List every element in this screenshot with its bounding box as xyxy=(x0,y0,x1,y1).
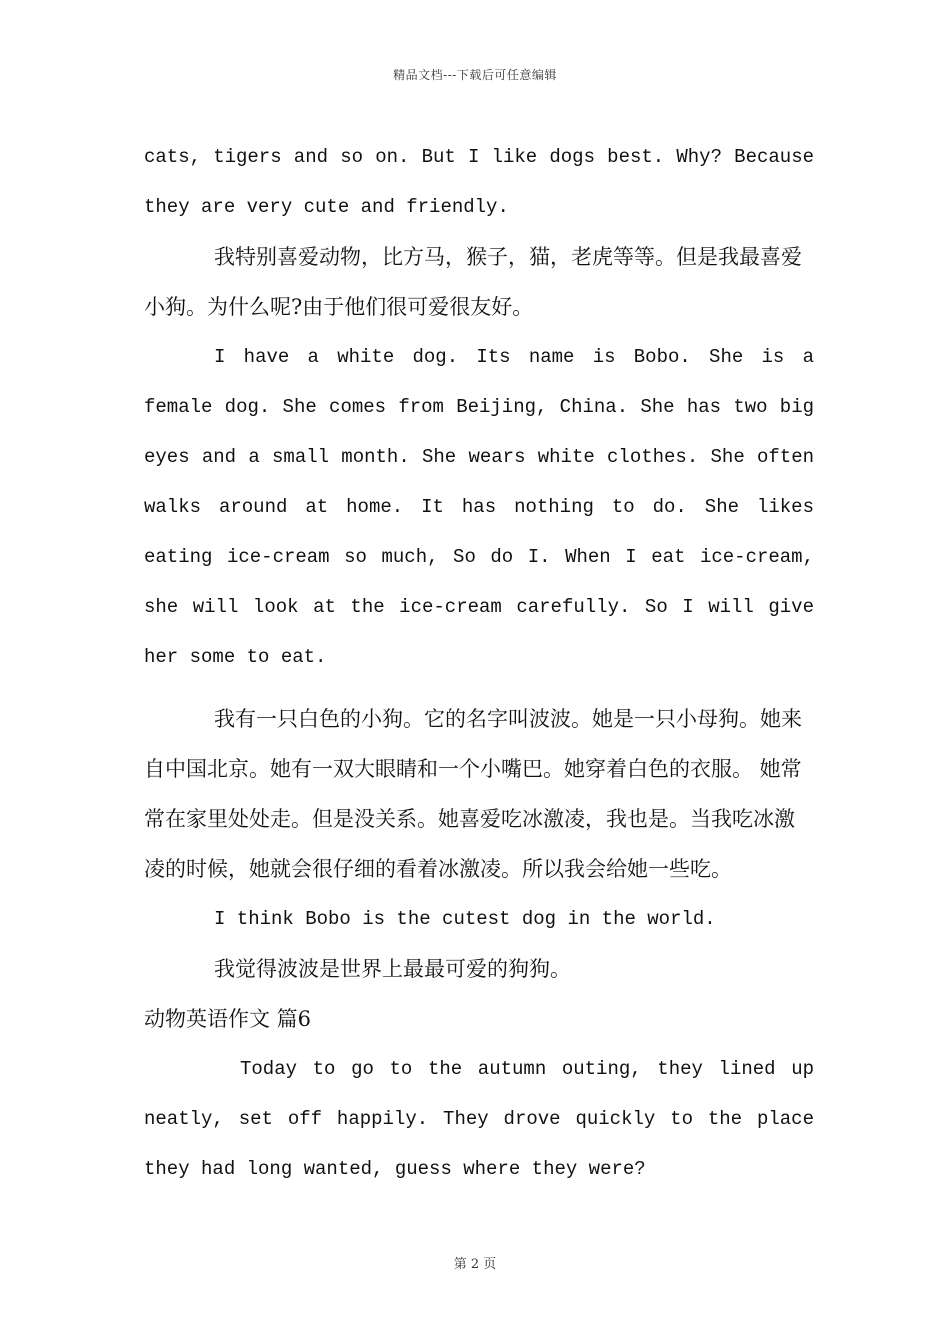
page-number: 第 2 页 xyxy=(453,1257,497,1272)
document-body xyxy=(144,132,814,1194)
paragraph-zh-animals-intro: 我特别喜爱动物，比方马，猴子，猫，老虎等等。但是我最喜爱小狗。为什么呢?由于他们很可爱很友好。 xyxy=(144,245,802,319)
paragraph-en-autumn-outing: Today to go to the autumn outing, they lined up neatly, set off happily. They drove quickly to the place they had long wanted, guess where they were? xyxy=(144,1058,814,1180)
paragraph-en-white-dog: I have a white dog. Its name is Bobo. She is a female dog. She comes from Beijing, China. She has two big eyes and a small month. She wears white clothes. She often walks around at home. It has nothing to do. She likes eating ice-cream so much, So do I. When I eat ice-cream, she will look at the ice-cream carefully. So I will give her some to eat. xyxy=(144,346,814,668)
page-header: 精品文档---下载后可任意编辑 xyxy=(393,68,557,82)
paragraph-en-animals-intro: cats, tigers and so on. But I like dogs best. Why? Because they are very cute and friendly. xyxy=(144,146,814,218)
paragraph-en-cutest-dog: I think Bobo is the cutest dog in the world. xyxy=(214,908,716,930)
paragraph-zh-cutest-dog: 我觉得波波是世界上最最可爱的狗狗。 xyxy=(214,957,571,981)
section-heading: 动物英语作文 篇6 xyxy=(144,1007,312,1031)
paragraph-zh-white-dog: 我有一只白色的小狗。它的名字叫波波。她是一只小母狗。她来自中国北京。她有一双大眼睛和一个小嘴巴。她穿着白色的衣服。 她常常在家里处处走。但是没关系。她喜爱吃冰激凌，我也是。当我吃冰激凌的时候，她就会很仔细的看着冰激凌。所以我会给她一些吃。 xyxy=(144,707,802,881)
